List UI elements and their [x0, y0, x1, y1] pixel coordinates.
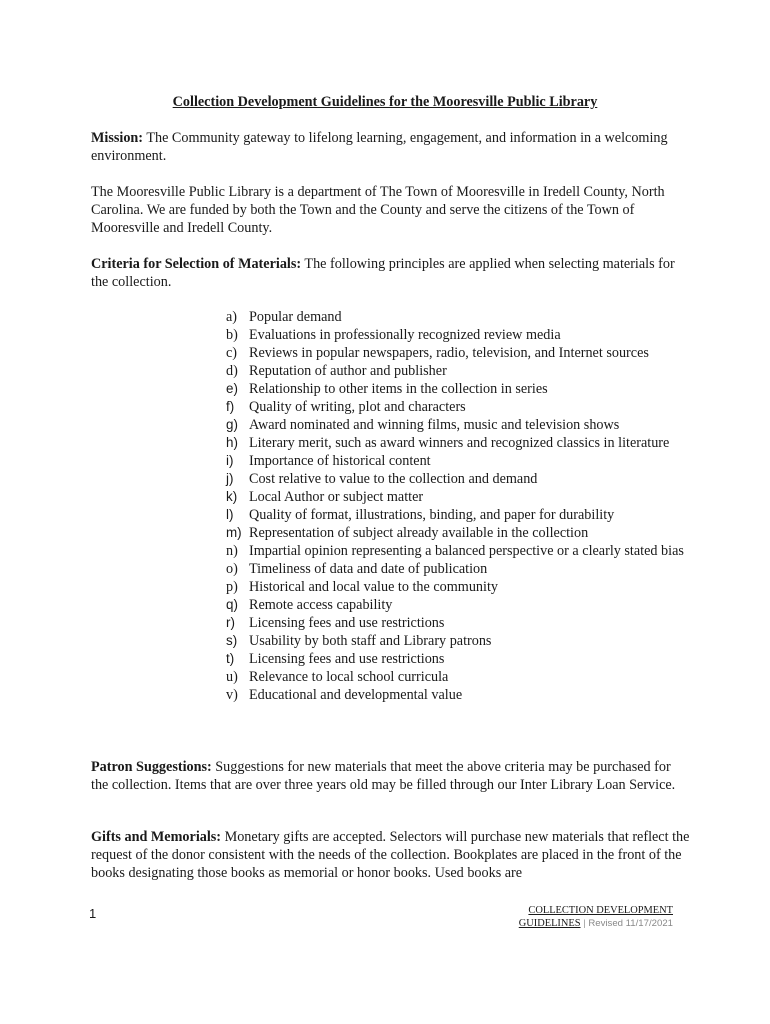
- mission-label: Mission:: [91, 130, 144, 146]
- criteria-item-marker: n): [226, 543, 238, 559]
- criteria-item-marker: v): [226, 687, 238, 703]
- criteria-item-marker: c): [226, 345, 238, 361]
- criteria-item-text: Educational and developmental value: [249, 687, 463, 703]
- criteria-item-marker: d): [226, 363, 238, 379]
- patron-text: Suggestions for new materials that meet the above criteria may be purchased for the collection. Items that are over three years old may be filled through our Inter Library Loan Service.: [91, 759, 676, 793]
- criteria-item-marker: a): [226, 309, 238, 325]
- criteria-item-marker: e): [226, 381, 238, 396]
- footer-separator: |: [580, 918, 589, 929]
- criteria-item: [226, 524, 686, 542]
- criteria-item-text: Licensing fees and use restrictions: [249, 651, 445, 667]
- criteria-item-marker: s): [226, 633, 238, 648]
- criteria-item-text: Reputation of author and publisher: [249, 363, 447, 379]
- criteria-item-marker: q): [226, 597, 238, 612]
- criteria-item: [226, 560, 686, 578]
- criteria-item: [226, 668, 686, 686]
- criteria-item: [226, 434, 686, 452]
- criteria-item: [226, 578, 686, 596]
- criteria-item-text: Literary merit, such as award winners and recognized classics in literature: [249, 435, 670, 451]
- criteria-item-text: Representation of subject already available in the collection: [249, 525, 589, 541]
- criteria-item-marker: p): [226, 579, 238, 595]
- footer-title-line2: GUIDELINES: [518, 918, 581, 929]
- mission-text: The Community gateway to lifelong learning, engagement, and information in a welcoming environment.: [91, 130, 668, 164]
- criteria-item: [226, 686, 686, 704]
- criteria-item-marker: l): [226, 507, 234, 522]
- criteria-item-text: Importance of historical content: [249, 453, 431, 469]
- criteria-item: [226, 614, 686, 632]
- criteria-item-text: Quality of format, illustrations, binding, and paper for durability: [249, 507, 615, 523]
- criteria-item: [226, 650, 686, 668]
- criteria-item: [226, 596, 686, 614]
- criteria-item-text: Popular demand: [249, 309, 342, 325]
- criteria-item: [226, 308, 686, 326]
- criteria-item: [226, 488, 686, 506]
- mission-paragraph: [91, 129, 691, 165]
- criteria-item: [226, 326, 686, 344]
- gifts-memorials-paragraph: [91, 828, 691, 882]
- footer-revised-date: Revised 11/17/2021: [588, 918, 673, 929]
- criteria-item-marker: k): [226, 489, 238, 504]
- criteria-item: [226, 632, 686, 650]
- criteria-item-text: Relationship to other items in the collection in series: [249, 381, 548, 397]
- criteria-item-text: Reviews in popular newspapers, radio, television, and Internet sources: [249, 345, 649, 361]
- criteria-item-marker: g): [226, 417, 238, 432]
- criteria-item-text: Impartial opinion representing a balanced perspective or a clearly stated bias: [249, 543, 684, 559]
- criteria-item-marker: j): [226, 471, 234, 486]
- gifts-text: Monetary gifts are accepted. Selectors will purchase new materials that reflect the request of the donor consistent with the needs of the collection. Bookplates are placed in the front of the books designating those books as memorial or honor books. Used books are: [91, 829, 690, 881]
- patron-label: Patron Suggestions:: [91, 759, 212, 775]
- criteria-item-text: Remote access capability: [249, 597, 393, 613]
- criteria-item-marker: b): [226, 327, 238, 343]
- criteria-item: [226, 506, 686, 524]
- criteria-item: [226, 380, 686, 398]
- criteria-item-marker: u): [226, 669, 238, 685]
- criteria-item-text: Usability by both staff and Library patrons: [249, 633, 492, 649]
- about-paragraph: The Mooresville Public Library is a department of The Town of Mooresville in Iredell County, North Carolina. We are funded by both the Town and the County and serve the citizens of the Town of Mooresville and Iredell County.: [91, 184, 665, 236]
- criteria-item-marker: m): [226, 525, 242, 540]
- criteria-item: [226, 344, 686, 362]
- criteria-item-marker: h): [226, 435, 238, 450]
- criteria-item-marker: r): [226, 615, 235, 630]
- criteria-text: The following principles are applied when selecting materials for the collection.: [91, 256, 675, 290]
- criteria-item-text: Evaluations in professionally recognized review media: [249, 327, 561, 343]
- criteria-item: [226, 416, 686, 434]
- criteria-item-text: Historical and local value to the community: [249, 579, 499, 595]
- page-footer: [519, 904, 673, 930]
- criteria-item-text: Licensing fees and use restrictions: [249, 615, 445, 631]
- criteria-item: [226, 452, 686, 470]
- criteria-item-text: Cost relative to value to the collection and demand: [249, 471, 538, 487]
- page-title: Collection Development Guidelines for the Mooresville Public Library: [172, 94, 598, 110]
- gifts-label: Gifts and Memorials:: [91, 829, 222, 845]
- criteria-item-text: Timeliness of data and date of publication: [249, 561, 488, 577]
- criteria-item-marker: t): [226, 651, 235, 666]
- criteria-item-marker: f): [226, 399, 235, 414]
- criteria-list: [226, 308, 686, 704]
- criteria-item: [226, 470, 686, 488]
- criteria-item-marker: i): [226, 453, 234, 468]
- criteria-item-marker: o): [226, 561, 238, 577]
- criteria-item-text: Award nominated and winning films, music and television shows: [249, 417, 620, 433]
- criteria-item-text: Relevance to local school curricula: [249, 669, 449, 685]
- criteria-label: Criteria for Selection of Materials:: [91, 256, 302, 272]
- criteria-intro: [91, 255, 691, 291]
- patron-suggestions-paragraph: [91, 758, 691, 794]
- criteria-item-text: Local Author or subject matter: [249, 489, 424, 505]
- footer-title-line1: COLLECTION DEVELOPMENT: [528, 905, 673, 916]
- page-number: 1: [89, 906, 97, 921]
- criteria-item-text: Quality of writing, plot and characters: [249, 399, 466, 415]
- criteria-item: [226, 362, 686, 380]
- criteria-item: [226, 398, 686, 416]
- criteria-item: [226, 542, 686, 560]
